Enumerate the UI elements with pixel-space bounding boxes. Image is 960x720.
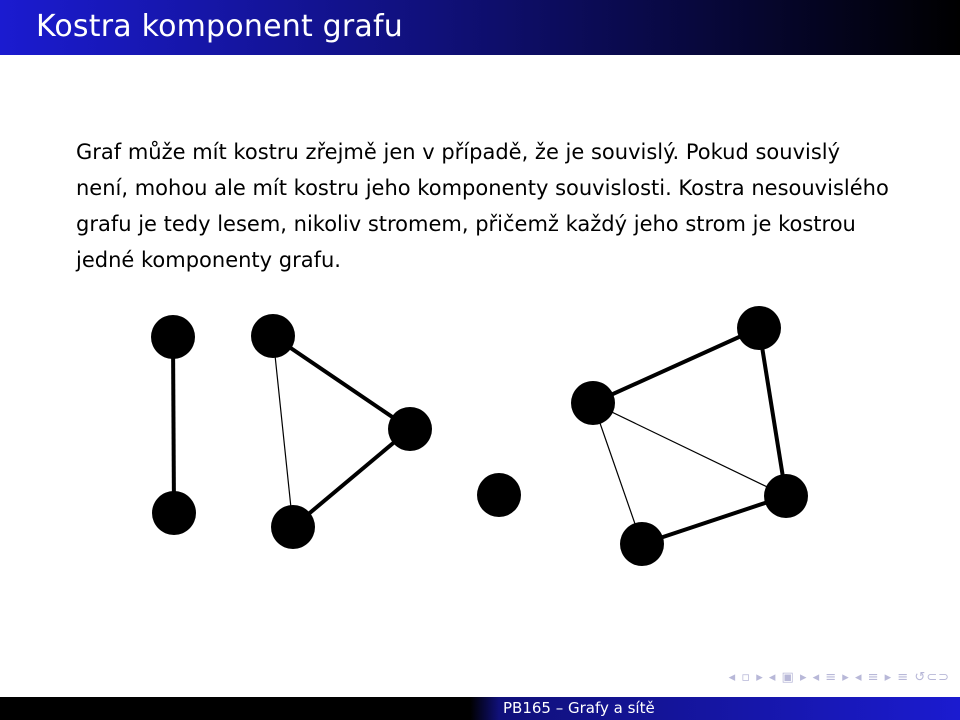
graph-vertex [388, 407, 432, 451]
edge-spanning [759, 328, 786, 496]
edge-spanning [293, 429, 410, 527]
beamer-navigation[interactable]: ◂ ▫ ▸ ◂ ▣ ▸ ◂ ≡ ▸ ◂ ≡ ▸ ≡ ↺⊂⊃ [728, 670, 950, 685]
graph-vertex [151, 315, 195, 359]
edge-spanning [273, 336, 410, 429]
edge-spanning [593, 328, 759, 403]
graph-vertex [271, 505, 315, 549]
edge-spanning [642, 496, 786, 544]
footer-text: PB165 – Grafy a sítě [503, 699, 655, 717]
slide-title: Kostra komponent grafu [36, 9, 403, 44]
footer-bar [0, 697, 960, 720]
graph-vertex [152, 491, 196, 535]
edge-non-spanning [273, 336, 293, 527]
graph-vertex [620, 522, 664, 566]
graph-vertex [737, 306, 781, 350]
graph-vertex [571, 381, 615, 425]
edge-spanning [173, 337, 174, 513]
graph-vertex [764, 474, 808, 518]
graph-vertex [477, 473, 521, 517]
slide-paragraph: Graf může mít kostru zřejmě jen v případě, že je souvislý. Pokud souvislý není, mohou ale mít kostru jeho komponenty souvislosti. Kostra nesouvislého grafu je tedy lesem, nikoliv stromem, přičemž každý jeho strom je kostrou jedné komponenty grafu. [76, 140, 889, 272]
edge-non-spanning [593, 403, 786, 496]
graph-vertex [251, 314, 295, 358]
edge-non-spanning [593, 403, 642, 544]
